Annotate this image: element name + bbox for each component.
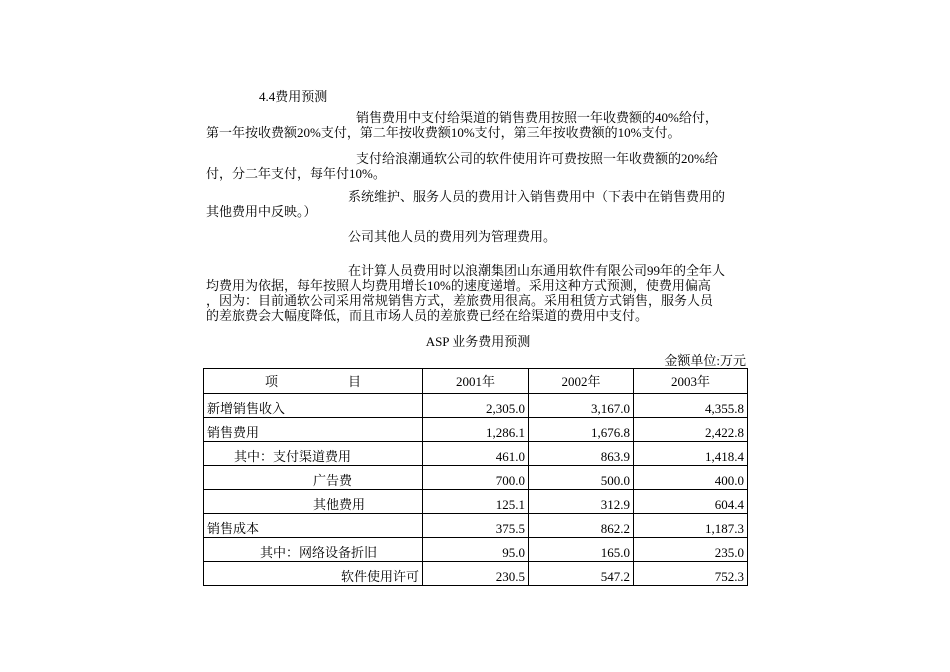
paragraph-personnel (206, 263, 746, 323)
cell-2001: 700.0 (423, 466, 529, 490)
cell-2002: 500.0 (529, 466, 634, 490)
table-row (204, 442, 748, 466)
paragraph-line: 支付给浪潮通软公司的软件使用许可费按照一年收费额的20%给 (356, 151, 718, 166)
cell-2003: 604.4 (634, 490, 748, 514)
paragraph-line: 销售费用中支付给渠道的销售费用按照一年收费额的40%给付， (356, 110, 718, 125)
header-2003: 2003年 (634, 369, 748, 394)
paragraph-line: 其他费用中反映。） (206, 204, 317, 219)
table-row (204, 418, 748, 442)
paragraph-line: 公司其他人员的费用列为管理费用。 (348, 229, 557, 244)
cell-2003: 752.3 (634, 562, 748, 586)
header-2002: 2002年 (529, 369, 634, 394)
table-row (204, 490, 748, 514)
cell-2001: 461.0 (423, 442, 529, 466)
cell-2002: 3,167.0 (529, 394, 634, 418)
table-row (204, 394, 748, 418)
row-label: 广告费 (204, 466, 423, 490)
paragraph-line: 系统维护、服务人员的费用计入销售费用中（下表中在销售费用的 (348, 189, 726, 204)
paragraph-management (206, 229, 746, 244)
paragraph-line: 在计算人员费用时以浪潮集团山东通用软件有限公司99年的全年人 (348, 263, 726, 278)
row-label: 销售费用 (204, 418, 423, 442)
cell-2003: 400.0 (634, 466, 748, 490)
expense-forecast-table (203, 368, 748, 586)
table-row (204, 514, 748, 538)
table-row (204, 562, 748, 586)
cell-2001: 230.5 (423, 562, 529, 586)
row-label: 其中：支付渠道费用 (204, 442, 423, 466)
unit-label: 金额单位:万元 (664, 353, 746, 368)
row-label: 软件使用许可 (204, 562, 423, 586)
table-title: ASP 业务费用预测 (425, 334, 531, 349)
paragraph-line: 第一年按收费额20%支付，第二年按收费额10%支付，第三年按收费额的10%支付。 (206, 125, 681, 140)
cell-2001: 95.0 (423, 538, 529, 562)
cell-2001: 2,305.0 (423, 394, 529, 418)
header-item-a: 项 (264, 373, 278, 389)
cell-2002: 862.2 (529, 514, 634, 538)
cell-2001: 1,286.1 (423, 418, 529, 442)
table-row (204, 538, 748, 562)
cell-2003: 1,187.3 (634, 514, 748, 538)
paragraph-line: ，因为：目前通软公司采用常规销售方式，差旅费用很高。采用租赁方式销售，服务人员 (206, 293, 714, 308)
cell-2003: 2,422.8 (634, 418, 748, 442)
paragraph-license-fees (206, 151, 746, 181)
cell-2002: 547.2 (529, 562, 634, 586)
cell-2001: 375.5 (423, 514, 529, 538)
cell-2002: 312.9 (529, 490, 634, 514)
row-label: 其他费用 (204, 490, 423, 514)
paragraph-maintenance (206, 189, 746, 219)
cell-2003: 1,418.4 (634, 442, 748, 466)
section-title: 4.4费用预测 (259, 89, 328, 104)
paragraph-line: 付，分二年支付，每年付10%。 (206, 166, 386, 181)
cell-2002: 863.9 (529, 442, 634, 466)
paragraph-line: 的差旅费会大幅度降低，而且市场人员的差旅费已经在给渠道的费用中支付。 (206, 308, 649, 323)
header-item (204, 369, 423, 394)
header-2001: 2001年 (423, 369, 529, 394)
paragraph-channel-fees (206, 110, 746, 140)
header-item-b: 目 (348, 373, 362, 389)
table-row (204, 466, 748, 490)
table-header-row (204, 369, 748, 394)
cell-2001: 125.1 (423, 490, 529, 514)
cell-2002: 1,676.8 (529, 418, 634, 442)
cell-2003: 4,355.8 (634, 394, 748, 418)
paragraph-line: 均费用为依据，每年按照人均费用增长10%的速度递增。采用这种方式预测，使费用偏高 (206, 278, 711, 293)
row-label: 其中：网络设备折旧 (204, 538, 423, 562)
row-label: 新增销售收入 (204, 394, 423, 418)
row-label: 销售成本 (204, 514, 423, 538)
cell-2002: 165.0 (529, 538, 634, 562)
cell-2003: 235.0 (634, 538, 748, 562)
